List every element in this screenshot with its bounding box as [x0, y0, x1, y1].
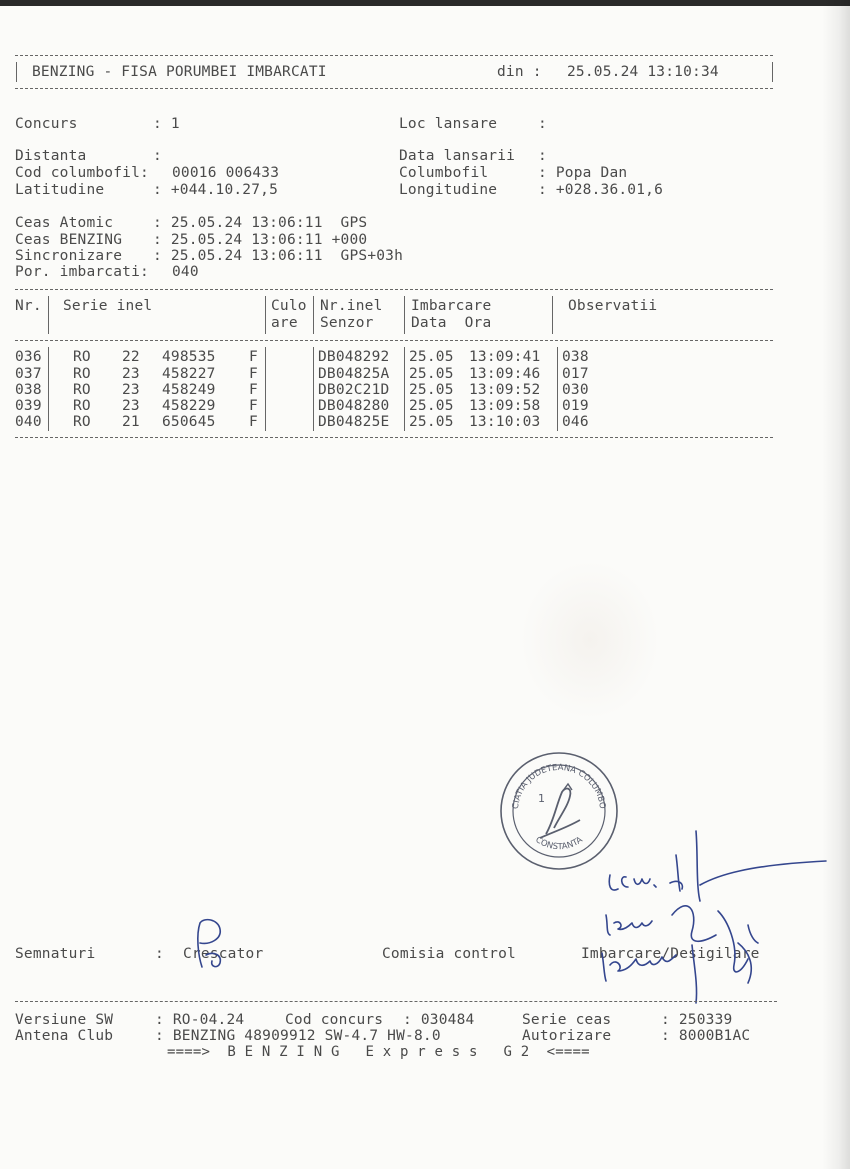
cell-ora: 13:09:41	[469, 349, 541, 365]
longitudine-label: Longitudine	[399, 182, 498, 198]
data-lansarii-label: Data lansarii	[399, 148, 516, 164]
cell-sex: F	[249, 349, 258, 365]
distanta-label: Distanta	[15, 148, 87, 164]
table-top-border	[15, 289, 773, 290]
cell-data: 25.05	[409, 398, 454, 414]
col-sep	[313, 296, 314, 334]
columbofil-label: Columbofil	[399, 165, 489, 181]
cell-nr: 040	[15, 414, 42, 430]
cod-columbofil-label: Cod columbofil:	[15, 165, 149, 181]
ceas-benzing-label: Ceas BENZING	[15, 232, 123, 248]
cell-an: 23	[122, 382, 140, 398]
cell-data: 25.05	[409, 414, 454, 430]
semnaturi-label: Semnaturi	[15, 946, 96, 962]
cell-senzor: DB048280	[318, 398, 390, 414]
sincronizare-value: : 25.05.24 13:06:11 GPS+03h	[153, 248, 404, 264]
header-top-border	[15, 55, 773, 56]
cell-senzor: DB02C21D	[318, 382, 390, 398]
cell-ora: 13:09:52	[469, 382, 541, 398]
cell-an: 23	[122, 398, 140, 414]
col-header-culoare-1: Culo	[271, 298, 307, 314]
cell-tara: RO	[73, 349, 91, 365]
cell-tara: RO	[73, 398, 91, 414]
col-header-imbarcare-2: Data Ora	[411, 315, 492, 331]
cell-obs: 030	[562, 382, 589, 398]
loc-lansare-label: Loc lansare	[399, 116, 498, 132]
cell-an: 22	[122, 349, 140, 365]
cell-obs: 017	[562, 366, 589, 382]
concurs-label: Concurs	[15, 116, 78, 132]
concurs-value: : 1	[153, 116, 180, 132]
sincronizare-label: Sincronizare	[15, 248, 123, 264]
por-imbarcati-value: 040	[172, 264, 199, 280]
cell-sex: F	[249, 366, 258, 382]
cell-senzor: DB04825E	[318, 414, 390, 430]
col-sep	[265, 347, 266, 431]
stamp-text-top: ASOCIATIA JUDETEANA COLUMBOFILA	[494, 743, 608, 810]
cell-inel: 458249	[162, 382, 216, 398]
cell-nr: 038	[15, 382, 42, 398]
cell-nr: 039	[15, 398, 42, 414]
comisia-control-label: Comisia control	[382, 946, 516, 962]
col-header-serie: Serie inel	[63, 298, 153, 314]
latitudine-value: : +044.10.27,5	[153, 182, 279, 198]
cod-concurs-label: Cod concurs	[285, 1012, 384, 1028]
cell-inel: 498535	[162, 349, 216, 365]
ceas-atomic-value: : 25.05.24 13:06:11 GPS	[153, 215, 368, 231]
header-left-border	[16, 62, 17, 82]
cell-data: 25.05	[409, 366, 454, 382]
cell-nr: 036	[15, 349, 42, 365]
col-header-observatii: Observatii	[568, 298, 658, 314]
cell-inel: 458229	[162, 398, 216, 414]
cell-senzor: DB048292	[318, 349, 390, 365]
stamp-number: 1	[538, 792, 545, 805]
imbarcare-desigilare-label: Imbarcare/Desigilare	[581, 946, 760, 962]
col-header-nrinel-2: Senzor	[320, 315, 374, 331]
cell-tara: RO	[73, 414, 91, 430]
cell-ora: 13:10:03	[469, 414, 541, 430]
data-lansarii-value: :	[538, 148, 547, 164]
footer-separator	[15, 1001, 777, 1002]
cell-ora: 13:09:46	[469, 366, 541, 382]
latitudine-label: Latitudine	[15, 182, 105, 198]
din-label: din :	[497, 64, 542, 80]
loc-lansare-value: :	[538, 116, 547, 132]
cell-obs: 046	[562, 414, 589, 430]
ceas-benzing-value: : 25.05.24 13:06:11 +000	[153, 232, 368, 248]
cell-an: 23	[122, 366, 140, 382]
col-header-nr: Nr.	[15, 298, 42, 314]
col-sep	[557, 347, 558, 431]
cod-columbofil-value: 00016 006433	[172, 165, 280, 181]
cell-inel: 458227	[162, 366, 216, 382]
crescator-label: Crescator	[183, 946, 264, 962]
distanta-value: :	[153, 148, 162, 164]
autorizare-value: : 8000B1AC	[661, 1028, 751, 1044]
din-value: 25.05.24 13:10:34	[567, 64, 719, 80]
cell-sex: F	[249, 414, 258, 430]
col-sep	[265, 296, 266, 334]
table-header-border	[15, 340, 773, 341]
cell-tara: RO	[73, 366, 91, 382]
cell-inel: 650645	[162, 414, 216, 430]
columbofil-value: : Popa Dan	[538, 165, 628, 181]
col-sep	[404, 296, 405, 334]
ceas-atomic-label: Ceas Atomic	[15, 215, 114, 231]
por-imbarcati-label: Por. imbarcati:	[15, 264, 149, 280]
cell-sex: F	[249, 398, 258, 414]
antena-club-value: : BENZING 48909912 SW-4.7 HW-8.0	[155, 1028, 441, 1044]
serie-ceas-label: Serie ceas	[522, 1012, 612, 1028]
crescator-signature	[188, 915, 238, 975]
cell-obs: 019	[562, 398, 589, 414]
semnaturi-colon: :	[155, 946, 164, 962]
serie-ceas-value: : 250339	[661, 1012, 733, 1028]
scan-top-edge	[0, 0, 850, 6]
versiune-sw-value: : RO-04.24	[155, 1012, 245, 1028]
stamp-text-bottom: CONSTANTA	[533, 835, 585, 853]
cod-concurs-value: : 030484	[403, 1012, 475, 1028]
header-right-border	[772, 62, 773, 82]
autorizare-label: Autorizare	[522, 1028, 612, 1044]
cell-data: 25.05	[409, 382, 454, 398]
versiune-sw-label: Versiune SW	[15, 1012, 114, 1028]
col-sep	[313, 347, 314, 431]
cell-obs: 038	[562, 349, 589, 365]
cell-sex: F	[249, 382, 258, 398]
col-sep	[404, 347, 405, 431]
cell-tara: RO	[73, 382, 91, 398]
cell-ora: 13:09:58	[469, 398, 541, 414]
document-title: BENZING - FISA PORUMBEI IMBARCATI	[32, 64, 327, 80]
cell-nr: 037	[15, 366, 42, 382]
cell-data: 25.05	[409, 349, 454, 365]
cell-an: 21	[122, 414, 140, 430]
col-header-imbarcare-1: Imbarcare	[411, 298, 492, 314]
col-header-nrinel-1: Nr.inel	[320, 298, 383, 314]
col-header-culoare-2: are	[271, 315, 298, 331]
table-bottom-border	[15, 437, 773, 438]
header-bottom-border	[15, 88, 773, 89]
commission-signatures	[598, 825, 828, 1005]
col-sep	[48, 347, 49, 431]
paper-smudge	[520, 560, 660, 720]
antena-club-label: Antena Club	[15, 1028, 114, 1044]
col-sep	[552, 296, 553, 334]
benzing-express-banner: ====> B E N Z I N G E x p r e s s G 2 <====	[167, 1044, 590, 1060]
longitudine-value: : +028.36.01,6	[538, 182, 664, 198]
cell-senzor: DB04825A	[318, 366, 390, 382]
col-sep	[48, 296, 49, 334]
